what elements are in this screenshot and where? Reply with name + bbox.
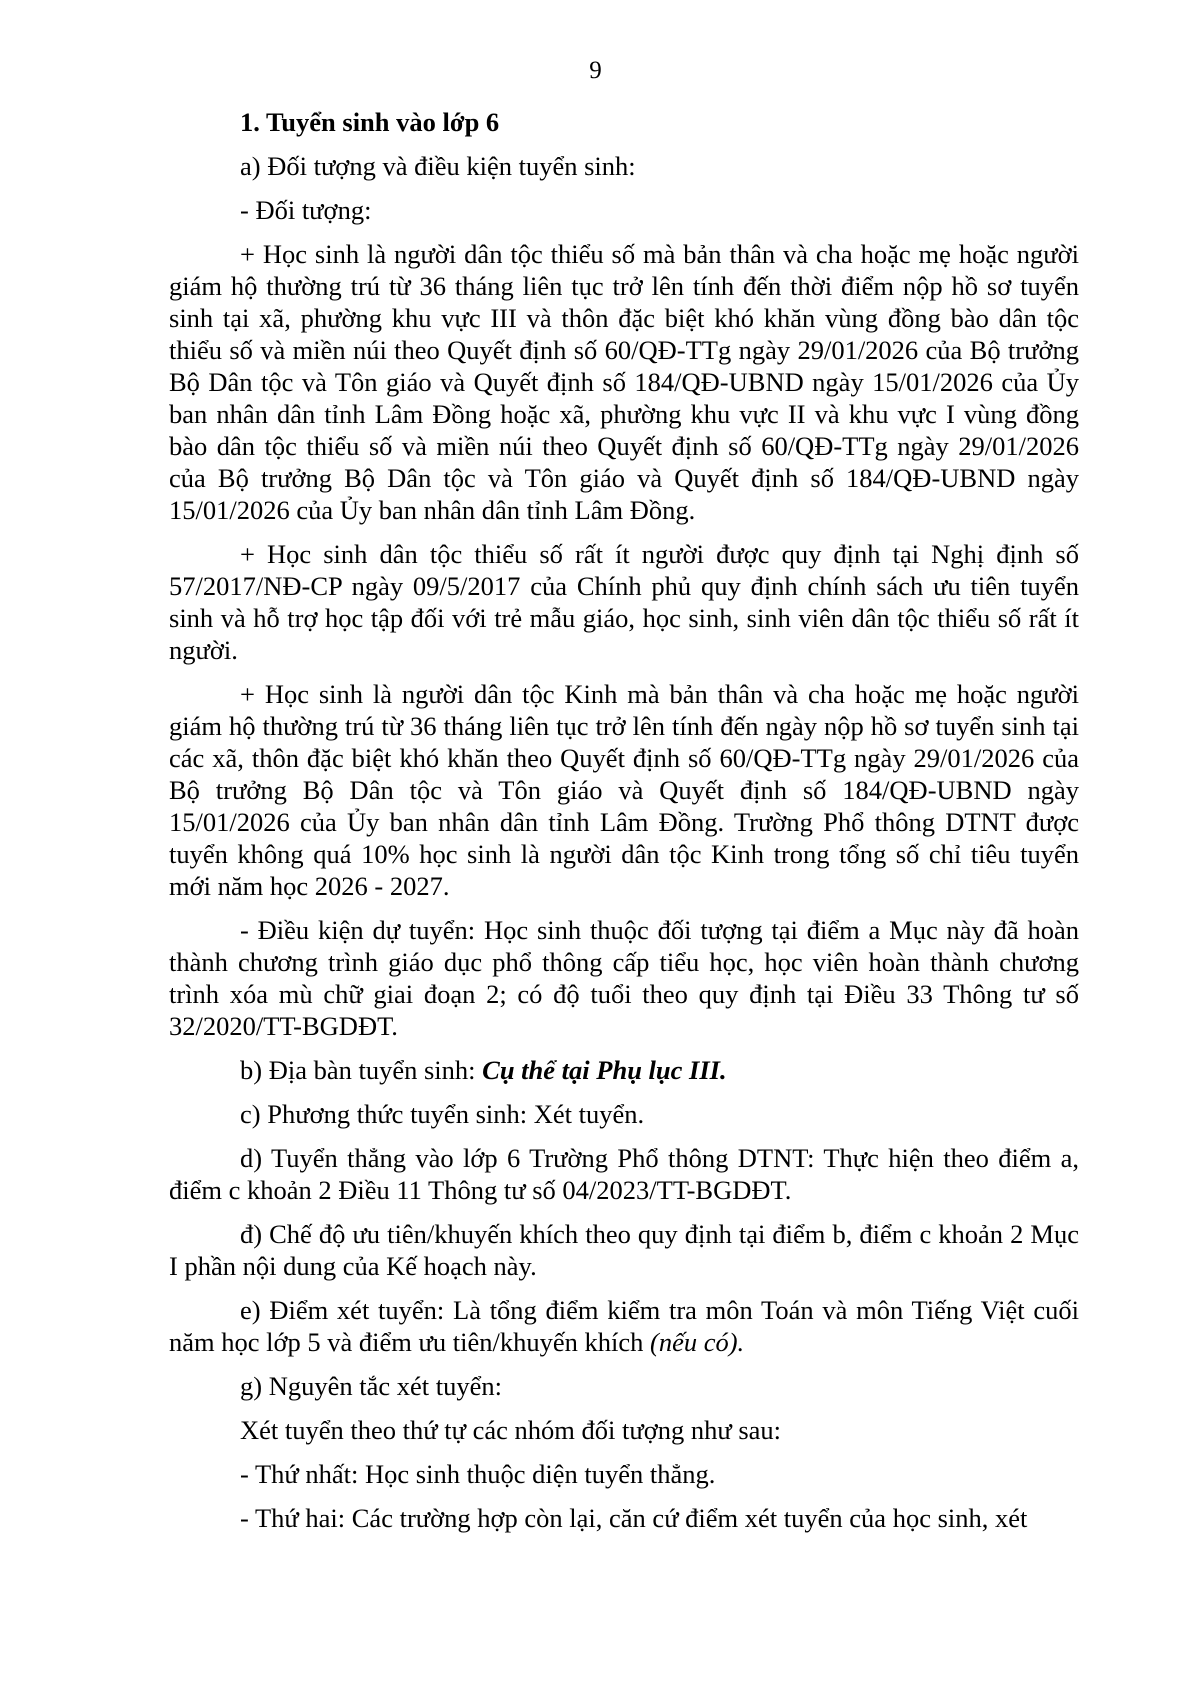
subsection-e-italic: (nếu có).: [650, 1327, 745, 1357]
subsection-dd: đ) Chế độ ưu tiên/khuyến khích theo quy định tại điểm b, điểm c khoản 2 Mục I phần nội dung của Kế hoạch này.: [169, 1219, 1079, 1281]
paragraph-bullet-3: + Học sinh là người dân tộc Kinh mà bản thân và cha hoặc mẹ hoặc người giám hộ thường trú từ 36 tháng liên tục trở lên tính đến ngày nộp hồ sơ tuyển sinh tại các xã, thôn đặc biệt khó khăn theo Quyết định số 60/QĐ-TTg ngày 29/01/2026 của Bộ trưởng Bộ Dân tộc và Tôn giáo và Quyết định số 184/QĐ-UBND ngày 15/01/2026 của Ủy ban nhân dân tỉnh Lâm Đồng. Trường Phổ thông DTNT được tuyển không quá 10% học sinh là người dân tộc Kinh trong tổng số chỉ tiêu tuyển mới năm học 2026 - 2027.: [169, 679, 1079, 901]
section-heading: 1. Tuyển sinh vào lớp 6: [240, 107, 500, 137]
subsection-e-prefix: e) Điểm xét tuyển: Là tổng điểm kiểm tra môn Toán và môn Tiếng Việt cuối năm học lớp 5 và điểm ưu tiên/khuyến khích: [169, 1295, 1079, 1357]
subsection-g-intro: Xét tuyển theo thứ tự các nhóm đối tượng như sau:: [240, 1415, 782, 1445]
subsection-g-title: g) Nguyên tắc xét tuyển:: [240, 1371, 502, 1401]
subsection-g-first: - Thứ nhất: Học sinh thuộc diện tuyển thẳng.: [240, 1459, 716, 1489]
subsection-g-second: - Thứ hai: Các trường hợp còn lại, căn cứ điểm xét tuyển của học sinh, xét: [240, 1503, 1028, 1533]
subsection-b-emphasis: Cụ thể tại Phụ lục III.: [482, 1055, 727, 1085]
page-number: 9: [589, 57, 602, 84]
subsection-a-title: a) Đối tượng và điều kiện tuyển sinh:: [240, 151, 636, 181]
subsection-c: c) Phương thức tuyển sinh: Xét tuyển.: [240, 1099, 645, 1129]
paragraph-conditions: - Điều kiện dự tuyển: Học sinh thuộc đối tượng tại điểm a Mục này đã hoàn thành chương trình giáo dục phổ thông cấp tiểu học, học viên hoàn thành chương trình xóa mù chữ giai đoạn 2; có độ tuổi theo quy định tại Điều 33 Thông tư số 32/2020/TT-BGDĐT.: [169, 915, 1079, 1041]
subsection-e: [169, 1294, 1079, 1358]
subsection-d: d) Tuyển thẳng vào lớp 6 Trường Phổ thông DTNT: Thực hiện theo điểm a, điểm c khoản 2 Điều 11 Thông tư số 04/2023/TT-BGDĐT.: [169, 1143, 1079, 1205]
paragraph-bullet-1: + Học sinh là người dân tộc thiểu số mà bản thân và cha hoặc mẹ hoặc người giám hộ thường trú từ 36 tháng liên tục trở lên tính đến thời điểm nộp hồ sơ tuyển sinh tại xã, phường khu vực III và thôn đặc biệt khó khăn vùng đồng bào dân tộc thiểu số và miền núi theo Quyết định số 60/QĐ-TTg ngày 29/01/2026 của Bộ trưởng Bộ Dân tộc và Tôn giáo và Quyết định số 184/QĐ-UBND ngày 15/01/2026 của Ủy ban nhân dân tỉnh Lâm Đồng hoặc xã, phường khu vực II và khu vực I vùng đồng bào dân tộc thiểu số và miền núi theo Quyết định số 60/QĐ-TTg ngày 29/01/2026 của Bộ trưởng Bộ Dân tộc và Tôn giáo và Quyết định số 184/QĐ-UBND ngày 15/01/2026 của Ủy ban nhân dân tỉnh Lâm Đồng.: [169, 239, 1079, 525]
subsection-b-prefix: b) Địa bàn tuyển sinh:: [240, 1055, 483, 1085]
paragraph-bullet-2: + Học sinh dân tộc thiểu số rất ít người được quy định tại Nghị định số 57/2017/NĐ-CP ngày 09/5/2017 của Chính phủ quy định chính sách ưu tiên tuyển sinh và hỗ trợ học tập đối với trẻ mẫu giáo, học sinh, sinh viên dân tộc thiểu số rất ít người.: [169, 539, 1079, 665]
subsection-b: [169, 1054, 1079, 1098]
target-label: - Đối tượng:: [240, 195, 372, 225]
document-body: [169, 106, 1079, 1546]
